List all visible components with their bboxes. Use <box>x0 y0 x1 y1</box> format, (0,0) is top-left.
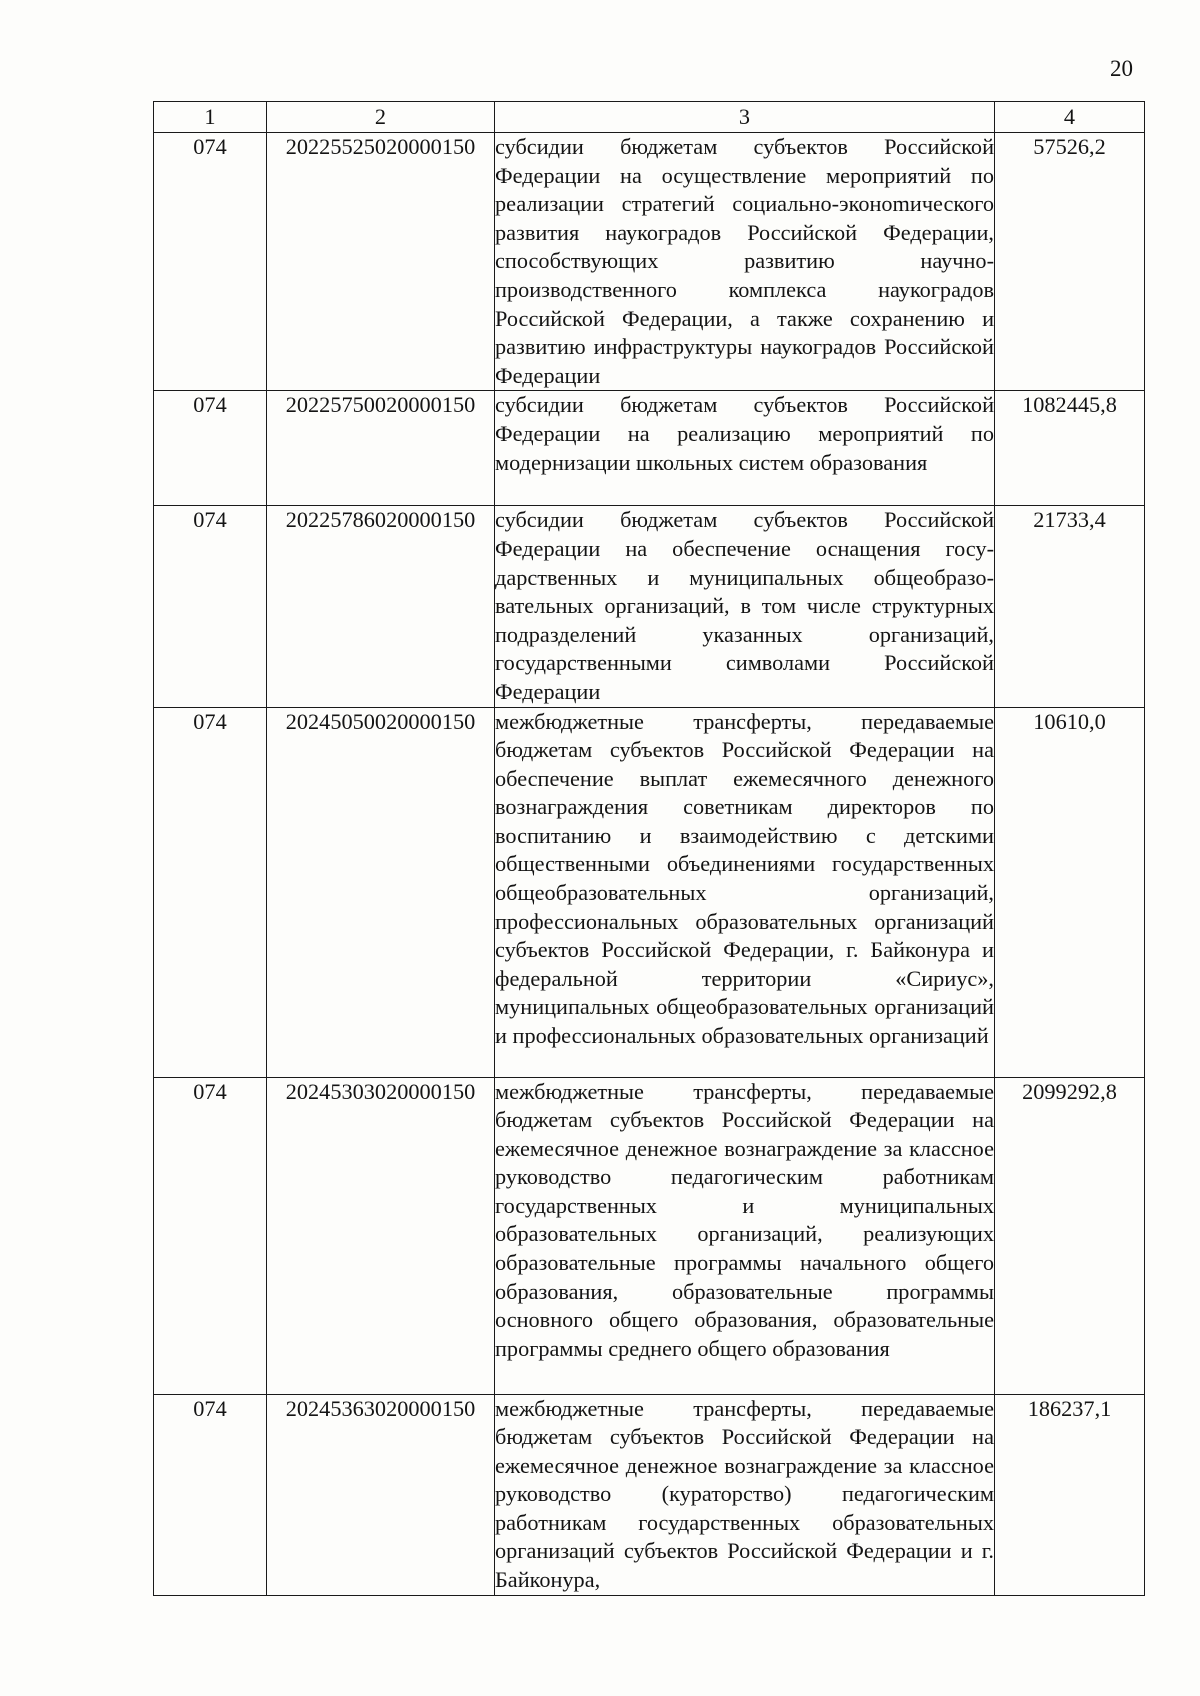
admin-code-cell: 074 <box>154 506 267 707</box>
budget-code-cell: 20245050020000150 <box>267 707 495 1077</box>
description-cell: межбюджетные трансферты, передаваемые бюджетам субъектов Российской Федерации на ежемесячное денежное вознаграждение за классное руководство педагогическим работникам государственных и муниципальных образовательных организаций, реализующих образовательные программы начального общего образования, образовательные программы основного общего образования, образовательные программы среднего общего образования <box>495 1077 995 1394</box>
page-number: 20 <box>1110 56 1133 81</box>
column-header-2: 2 <box>267 102 495 133</box>
admin-code-cell: 074 <box>154 1077 267 1394</box>
admin-code-cell: 074 <box>154 391 267 506</box>
budget-code-cell: 20245303020000150 <box>267 1077 495 1394</box>
table-row <box>154 391 1145 506</box>
budget-code-cell: 20225786020000150 <box>267 506 495 707</box>
description-cell: субсидии бюджетам субъектов Российской Федерации на осуществление мероприятий по реализации стратегий социально-эконоmического развития наукоградов Российской Федерации, способствующих развитию научно-производственного комплекса наукоградов Российской Федерации, а также сохранению и развитию инфраструктуры наукоградов Российской Федерации <box>495 133 995 391</box>
table-row <box>154 506 1145 707</box>
table-row <box>154 133 1145 391</box>
table-row <box>154 1394 1145 1595</box>
amount-cell: 21733,4 <box>995 506 1145 707</box>
description-cell: межбюджетные трансферты, передаваемые бюджетам субъектов Российской Федерации на обеспечение выплат ежемесячного денежного вознаграждения советникам директоров по воспитанию и взаимодействию с детскими общественными объединениями государственных общеобразовательных организаций, профессиональных образовательных организаций субъектов Российской Федерации, г. Байконура и федеральной территории «Сириус», муниципальных общеобразовательных организаций и профессиональных образовательных организаций <box>495 707 995 1077</box>
description-cell: субсидии бюджетам субъектов Российской Федерации на обеспечение оснащения государственных и муниципальных общеобразовательных организаций, в том числе структурных подразделений указанных организаций, государственными символами Российской Федерации <box>495 506 995 707</box>
budget-code-cell: 20245363020000150 <box>267 1394 495 1595</box>
admin-code-cell: 074 <box>154 1394 267 1595</box>
budget-code-cell: 20225525020000150 <box>267 133 495 391</box>
column-header-4: 4 <box>995 102 1145 133</box>
budget-code-cell: 20225750020000150 <box>267 391 495 506</box>
description-cell: межбюджетные трансферты, передаваемые бюджетам субъектов Российской Федерации на ежемесячное денежное вознаграждение за классное руководство (кураторство) педагогическим работникам государственных образовательных организаций субъектов Российской Федерации и г. Байконура, <box>495 1394 995 1595</box>
amount-cell: 57526,2 <box>995 133 1145 391</box>
admin-code-cell: 074 <box>154 133 267 391</box>
table-header-row <box>154 102 1145 133</box>
amount-cell: 2099292,8 <box>995 1077 1145 1394</box>
budget-table <box>153 101 1145 1596</box>
description-cell: субсидии бюджетам субъектов Российской Федерации на реализацию мероприятий по модернизации школьных систем образования <box>495 391 995 506</box>
amount-cell: 10610,0 <box>995 707 1145 1077</box>
column-header-3: 3 <box>495 102 995 133</box>
admin-code-cell: 074 <box>154 707 267 1077</box>
amount-cell: 1082445,8 <box>995 391 1145 506</box>
table-row <box>154 1077 1145 1394</box>
amount-cell: 186237,1 <box>995 1394 1145 1595</box>
column-header-1: 1 <box>154 102 267 133</box>
table-row <box>154 707 1145 1077</box>
